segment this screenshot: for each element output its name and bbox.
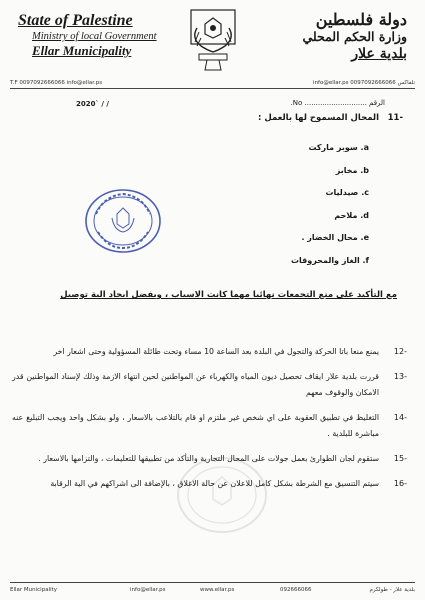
item-text: التغليظ في تطبيق العقوبة على اي شخص غير ملتزم او قام بالتلاعب بالاسعار ، ولو بشكل واحد ويجب التبليغ عنه مباشرة للبلدية . (12, 413, 379, 438)
item-text: ستقوم لجان الطوارئ بعمل جولات على المحال التجارية والتأكد من تطبيقها للتعليمات ، والتزامها بالاسعار . (38, 454, 379, 463)
municipality-stamp-icon (84, 188, 162, 254)
list-item: b. مخابز (335, 165, 369, 175)
list-item: d. ملاحم (334, 210, 369, 220)
footer-email: info@ellar.ps (130, 587, 166, 593)
contact-left: T.F 0097092666066 info@ellar.ps (10, 80, 103, 86)
item-11-number: -11 (387, 113, 403, 123)
footer-rule (10, 582, 415, 583)
list-item (12, 476, 407, 492)
english-letterhead (18, 12, 178, 59)
footer-bar (10, 584, 415, 596)
item-number: -14 (393, 413, 407, 422)
palestine-emblem-icon (187, 8, 239, 80)
item-text: يمنع منعا باتا الحركة والتجول في البلدة بعد الساعة 10 مساء وتحت طائلة المسؤولية وحتى اشعار اخر (53, 347, 379, 356)
contact-bar (10, 79, 415, 88)
instructions-list (12, 344, 407, 501)
contact-right: info@ellar.ps تلفاكس 0097092666066 (313, 80, 415, 86)
english-municipality: Ellar Municipality (32, 43, 132, 58)
item-number: -12 (393, 347, 407, 356)
item-text: سيتم التنسيق مع الشرطة بشكل كامل للاعلان عن حالة الاغلاق ، بالإضافة الى اشراكهم في الية الرقابة (50, 479, 379, 488)
footer-address: بلدية علار - طولكرم (369, 587, 415, 593)
footer-phone: 092666066 (280, 587, 312, 593)
allowed-shops-list (169, 141, 369, 276)
date-field: 2020` / / (76, 100, 109, 108)
arabic-state-title: دولة فلسطين (315, 10, 407, 29)
reference-number: الرقم ............................ No. (290, 99, 385, 107)
footer-name: Ellar Municipality (10, 587, 58, 593)
arabic-ministry: وزارة الحكم المحلي (302, 29, 407, 44)
english-state-title: State of Palestine (18, 12, 133, 29)
footer-website: www.ellar.ps (200, 587, 235, 593)
item-number: -15 (393, 454, 407, 463)
header-rule (10, 88, 415, 89)
arabic-municipality: بلدية علار (351, 46, 407, 62)
item-11-text: المحال المسموح لها بالعمل : (258, 113, 379, 123)
item-number: -13 (393, 372, 407, 381)
list-item: c. صيدليات (325, 188, 369, 197)
list-item: e. محال الخضار . (301, 233, 369, 242)
list-item (12, 344, 407, 360)
list-item (12, 369, 407, 401)
arabic-letterhead (277, 10, 407, 63)
emphasis-line: مع التأكيد على منع التجمعات نهائيا مهما كانت الاسباب ، ويفضل ايجاد الية توصيل (60, 290, 397, 300)
list-item (12, 451, 407, 467)
list-item: a. سوبر ماركت (308, 143, 369, 152)
list-item (12, 410, 407, 442)
english-ministry: Ministry of local Government (32, 31, 157, 42)
item-text: قررت بلدية علار ايقاف تحصيل ديون المياه والكهرباء عن المواطنين لحين انتهاء الازمة وذلك لإسناد المواطنين قدر الامكان والوقوف معهم (12, 372, 379, 397)
list-item: f. الغاز والمحروقات (290, 255, 369, 265)
item-number: -16 (393, 479, 407, 488)
